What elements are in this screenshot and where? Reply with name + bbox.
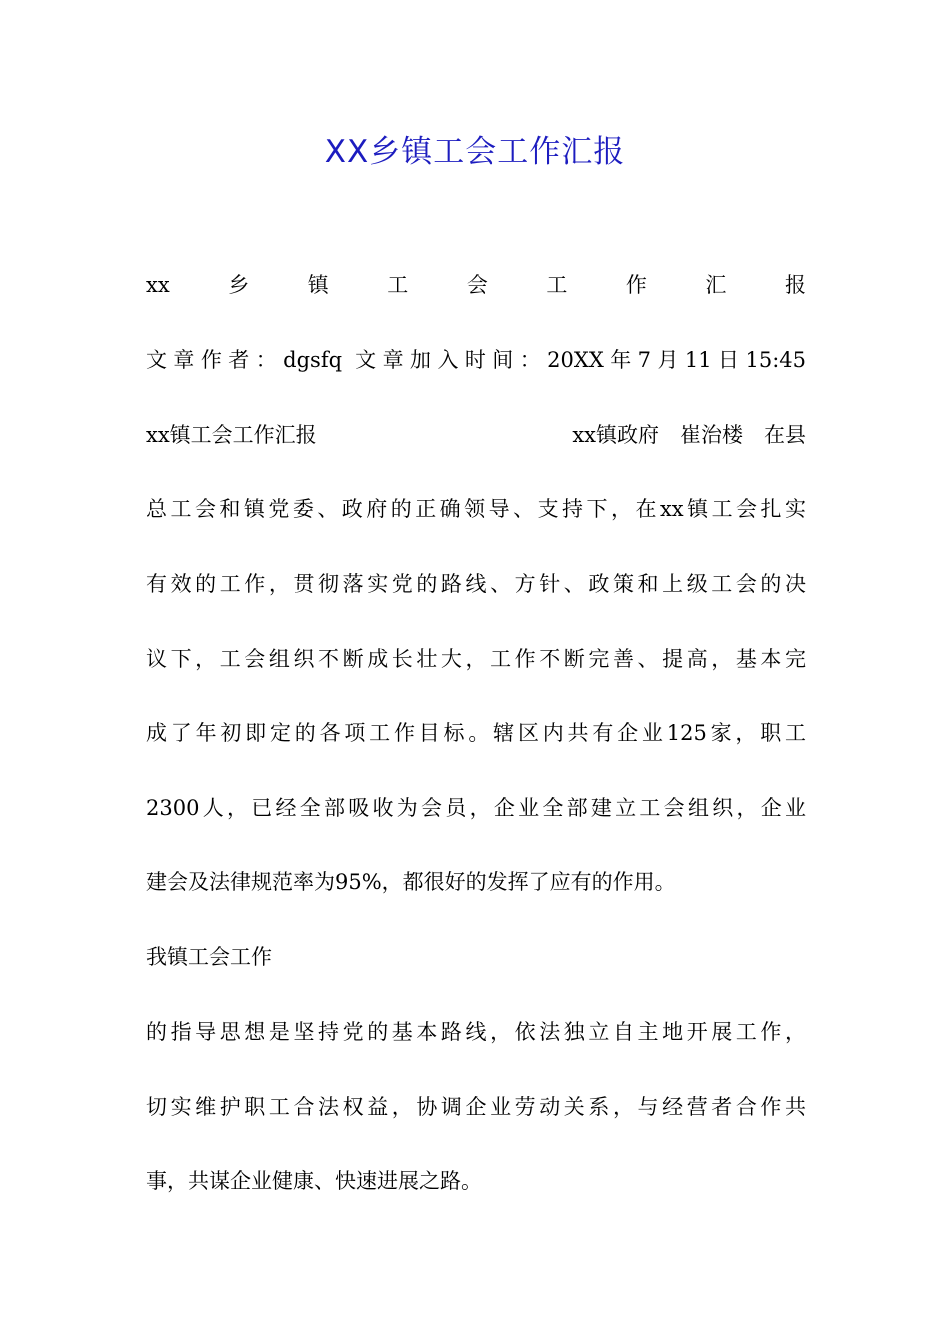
heading-char: 汇 bbox=[705, 273, 727, 297]
paragraph-line: 总工会和镇党委、政府的正确领导、支持下，在xx镇工会扎实 bbox=[146, 497, 806, 521]
meta-line: 文章作者：dgsfq 文章加入时间：20XX年7月11日15:45 bbox=[146, 348, 806, 372]
paragraph-label: 我镇工会工作 bbox=[146, 945, 272, 969]
paragraph-line: 切实维护职工合法权益，协调企业劳动关系，与经营者合作共 bbox=[146, 1095, 806, 1119]
paragraph-line: 的指导思想是坚持党的基本路线，依法独立自主地开展工作， bbox=[146, 1020, 806, 1044]
heading-char: 镇 bbox=[307, 273, 329, 297]
heading-char: 乡 bbox=[228, 273, 250, 297]
heading-char: 报 bbox=[784, 273, 806, 297]
heading-char: xx bbox=[146, 273, 170, 297]
heading-char: 会 bbox=[466, 273, 488, 297]
paragraph-line: 成了年初即定的各项工作目标。辖区内共有企业125家，职工 bbox=[146, 721, 806, 745]
paragraph-line: 建会及法律规范率为95%，都很好的发挥了应有的作用。 bbox=[146, 870, 676, 894]
paragraph-line: 2300人，已经全部吸收为会员，企业全部建立工会组织，企业 bbox=[146, 796, 806, 820]
heading-spaced-line bbox=[146, 265, 806, 305]
heading-char: 作 bbox=[625, 273, 647, 297]
paragraph-line: 议下，工会组织不断成长壮大，工作不断完善、提高，基本完 bbox=[146, 647, 806, 671]
subheading-left: xx镇工会工作汇报 bbox=[146, 423, 317, 447]
subheading-line bbox=[146, 415, 806, 455]
heading-char: 工 bbox=[387, 273, 409, 297]
document-title: XX乡镇工会工作汇报 bbox=[324, 134, 626, 170]
heading-char: 工 bbox=[546, 273, 568, 297]
subheading-right: xx镇政府 崔治楼 在县 bbox=[572, 423, 806, 447]
paragraph-line: 有效的工作，贯彻落实党的路线、方针、政策和上级工会的决 bbox=[146, 572, 806, 596]
paragraph-line: 事，共谋企业健康、快速进展之路。 bbox=[146, 1169, 482, 1193]
